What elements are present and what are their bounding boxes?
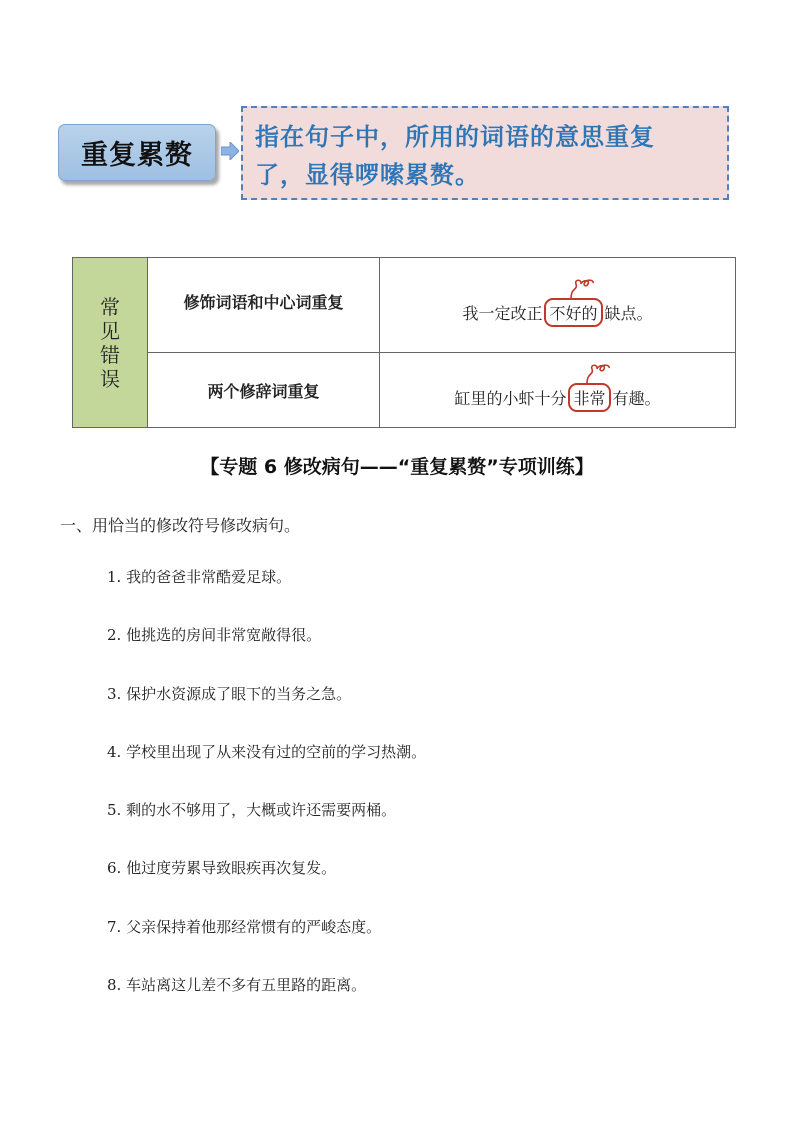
concept-badge (58, 124, 216, 181)
arrow-right-icon (221, 142, 239, 160)
error-types-table (72, 257, 736, 428)
list-item: 7. 父亲保持着他那经常惯有的严峻态度。 (107, 917, 382, 936)
list-item: 2. 他挑选的房间非常宽敞得很。 (107, 626, 322, 645)
table-row (73, 258, 736, 353)
list-item: 5. 剩的水不够用了，大概或许还需要两桶。 (107, 801, 397, 820)
list-item: 1. 我的爸爸非常酷爱足球。 (107, 568, 292, 586)
list-item: 4. 学校里出现了从来没有过的空前的学习热潮。 (107, 742, 427, 761)
side-label: 常 见 错 误 (73, 258, 148, 428)
concept-term: 重复累赘 (81, 140, 193, 171)
circled-redundant-word: 不好的 (544, 298, 602, 327)
circled-redundant-word: 非常 (568, 383, 610, 412)
example-2: 缸里的小虾十分 非常 有趣。 (380, 353, 736, 428)
deletion-mark-icon (584, 363, 612, 385)
deletion-mark-icon (568, 278, 596, 300)
definition-line-1: 指在句子中，所用的词语的意思重复 (255, 122, 655, 151)
worksheet-title: 【专题 6 修改病句——“重复累赘”专项训练】 (200, 456, 594, 478)
definition-line-2: 了，显得啰嗦累赘。 (255, 160, 480, 189)
list-item: 3. 保护水资源成了眼下的当务之急。 (107, 684, 352, 703)
table-row (73, 353, 736, 428)
list-item: 8. 车站离这儿差不多有五里路的距离。 (107, 976, 367, 995)
error-type-2: 两个修辞词重复 (148, 353, 380, 428)
definition-box (241, 106, 729, 200)
list-item: 6. 他过度劳累导致眼疾再次复发。 (107, 859, 337, 878)
question-list (107, 566, 426, 1032)
example-1: 我一定改正 不好的 缺点。 (380, 258, 736, 353)
error-type-1: 修饰词语和中心词重复 (148, 258, 380, 353)
section-heading: 一、用恰当的修改符号修改病句。 (60, 516, 301, 535)
